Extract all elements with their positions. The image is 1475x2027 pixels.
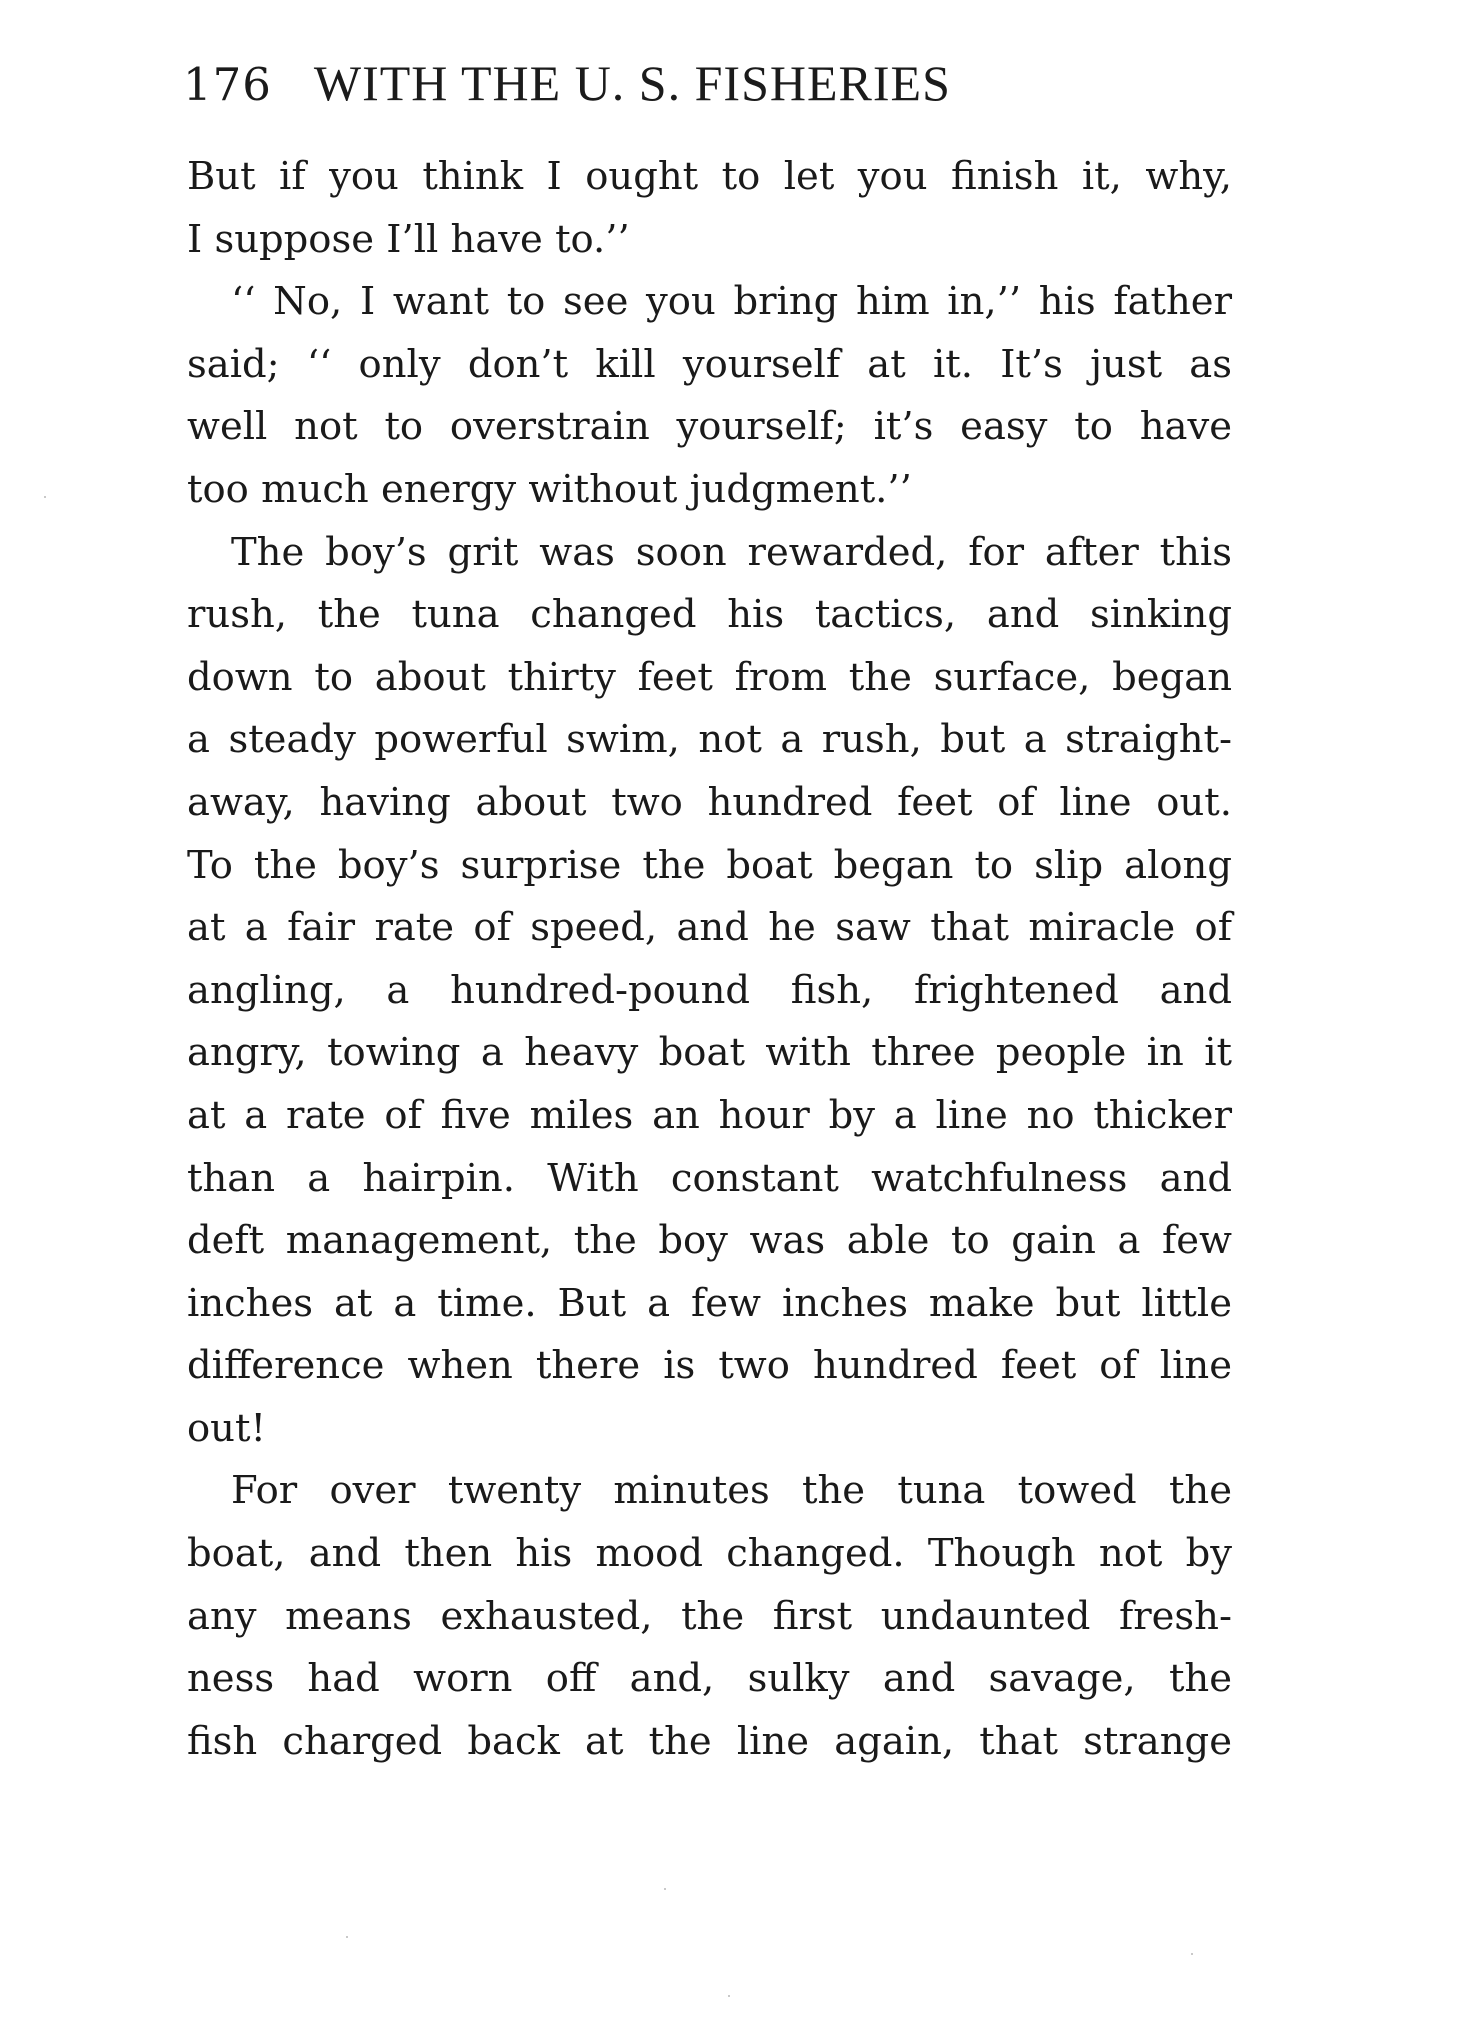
text-line: deft management, the boy was able to gain a few bbox=[187, 1218, 1232, 1264]
body-text bbox=[187, 146, 1232, 1773]
text-line: The boy’s grit was soon rewarded, for after this bbox=[231, 529, 1232, 575]
text-line: at a rate of five miles an hour by a line no thicker bbox=[187, 1092, 1232, 1138]
text-line: rush, the tuna changed his tactics, and sinking bbox=[187, 592, 1232, 638]
text-line: out! bbox=[187, 1405, 266, 1451]
paragraph-4 bbox=[187, 1460, 1232, 1773]
running-title: WITH THE U. S. FISHERIES bbox=[313, 55, 951, 111]
paragraph-2 bbox=[187, 271, 1232, 521]
text-line: than a hairpin. With constant watchfulness and bbox=[187, 1155, 1232, 1201]
paper-speck bbox=[664, 1888, 666, 1890]
text-line: To the boy’s surprise the boat began to slip along bbox=[187, 842, 1232, 888]
text-line: fish charged back at the line again, that strange bbox=[187, 1718, 1232, 1764]
text-line: inches at a time. But a few inches make but little bbox=[187, 1280, 1232, 1326]
paper-speck bbox=[728, 1995, 730, 1997]
running-head bbox=[183, 54, 1233, 114]
text-line: ness had worn off and, sulky and savage, the bbox=[187, 1656, 1232, 1702]
text-line: I suppose I’ll have to.’’ bbox=[187, 216, 630, 262]
text-line: angry, towing a heavy boat with three people in it bbox=[187, 1030, 1232, 1076]
text-line: But if you think I ought to let you finish it, why, bbox=[187, 154, 1232, 199]
paper-speck bbox=[1191, 1953, 1193, 1955]
text-line: at a fair rate of speed, and he saw that miracle of bbox=[187, 905, 1232, 951]
paragraph-3 bbox=[187, 522, 1232, 1461]
text-line: a steady powerful swim, not a rush, but a straight- bbox=[187, 717, 1232, 763]
text-line: away, having about two hundred feet of line out. bbox=[187, 779, 1232, 825]
text-line: difference when there is two hundred feet of line bbox=[187, 1343, 1232, 1389]
text-line: For over twenty minutes the tuna towed the bbox=[231, 1468, 1232, 1514]
text-line: down to about thirty feet from the surface, began bbox=[187, 654, 1232, 700]
text-line: well not to overstrain yourself; it’s easy to have bbox=[187, 404, 1232, 450]
text-line: any means exhausted, the first undaunted fresh- bbox=[187, 1593, 1232, 1639]
paper-speck bbox=[346, 1936, 348, 1938]
text-line: ‘‘ No, I want to see you bring him in,’’ his father bbox=[231, 279, 1232, 325]
page-number: 176 bbox=[183, 58, 272, 111]
text-line: too much energy without judgment.’’ bbox=[187, 466, 912, 512]
text-line: angling, a hundred-pound fish, frightened and bbox=[187, 967, 1232, 1013]
paragraph-1 bbox=[187, 146, 1232, 271]
text-line: said; ‘‘ only don’t kill yourself at it. It’s just as bbox=[187, 341, 1232, 387]
text-line: boat, and then his mood changed. Though not by bbox=[187, 1531, 1232, 1577]
paper-speck bbox=[44, 496, 46, 498]
